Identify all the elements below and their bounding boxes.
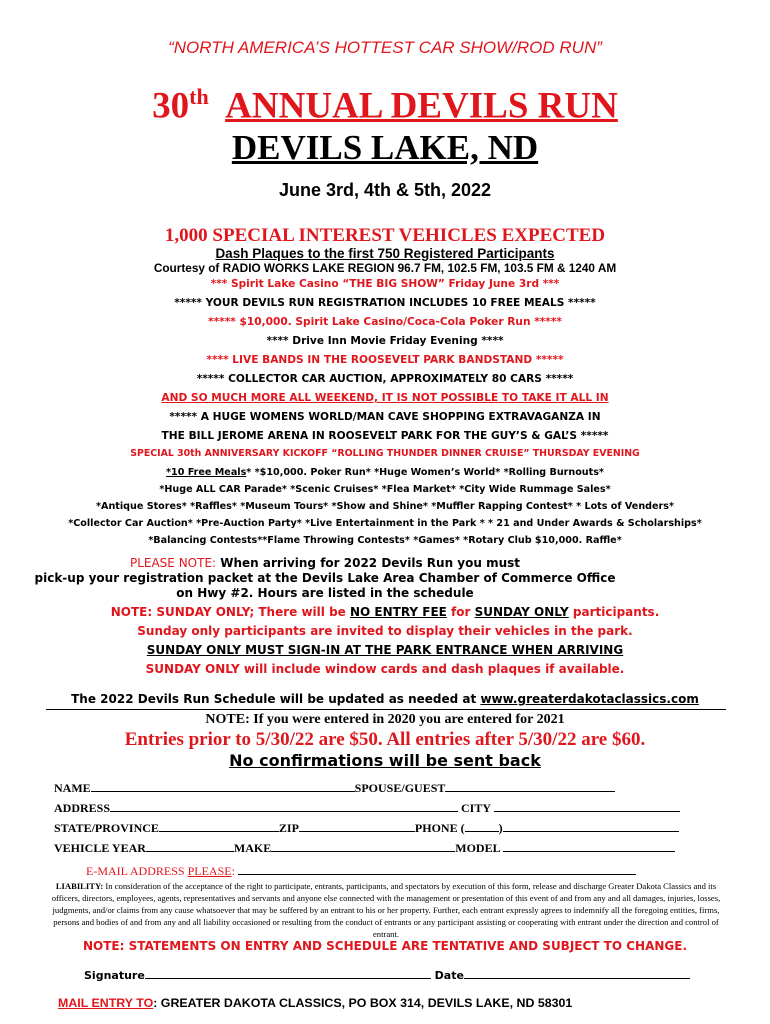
tagline: “NORTH AMERICA’S HOTTEST CAR SHOW/ROD RUN”	[168, 38, 602, 57]
event-dates: June 3rd, 4th & 5th, 2022	[278, 180, 492, 200]
form-row-address	[54, 799, 680, 816]
highlight-live-bands: **** LIVE BANDS IN THE ROOSEVELT PARK BANDSTAND *****	[206, 354, 564, 366]
divider	[46, 709, 726, 710]
make-label: MAKE	[233, 841, 272, 855]
events-line-5: *Balancing Contests**Flame Throwing Contests* *Games* *Rotary Club $10,000. Raffle*	[148, 535, 622, 546]
sunday-cards: SUNDAY ONLY will include window cards and dash plaques if available.	[145, 662, 625, 676]
highlight-big-show: *** Spirit Lake Casino “THE BIG SHOW” Friday June 3rd ***	[210, 278, 560, 290]
form-row-vehicle	[54, 839, 675, 856]
please-note-line-2: pick-up your registration packet at the Devils Lake Area Chamber of Commerce Office	[34, 571, 616, 585]
sunday-note-e: participants.	[568, 605, 660, 619]
sunday-invite: Sunday only participants are invited to display their vehicles in the park.	[137, 624, 633, 638]
address-field[interactable]	[110, 799, 458, 812]
title-rest: ANNUAL DEVILS RUN	[225, 85, 618, 127]
highlight-arena: THE BILL JEROME ARENA IN ROOSEVELT PARK FOR THE GUY’S & GAL’S *****	[161, 430, 609, 442]
sunday-note-c: for	[446, 605, 475, 619]
form-row-state	[54, 819, 679, 836]
liability-label: LIABILITY:	[55, 881, 104, 891]
liability-body: In consideration of the acceptance of the right to participate, entrants, participants, and spectators by execution of this form, release and discharge Greater Dakota Classics and its officers, directors, employees, agents, representatives and servants and anyone else connected with the management or presentation of this event of and from any and all damages, injuries, losses, judgments, and/or claims from any cause whatsoever that may be suffered by an entrant to his or her property. Further, each entrant expressly agrees to indemnify all the foregoing entities, firms, persons and bodies of and from any and all liability occasioned or resulting from the conduct of entrants or any participant assisting or cooperating with entrant under the direction and control of entrant.	[51, 881, 721, 939]
event-location: DEVILS LAKE, ND	[231, 128, 539, 167]
events-line-4: *Collector Car Auction* *Pre-Auction Party* *Live Entertainment in the Park * * 21 and Under Awards & Scholarships*	[68, 518, 702, 529]
highlight-auction: ***** COLLECTOR CAR AUCTION, APPROXIMATELY 80 CARS *****	[196, 373, 574, 385]
highlight-so-much-more: AND SO MUCH MORE ALL WEEKEND, IT IS NOT POSSIBLE TO TAKE IT ALL IN	[161, 392, 609, 404]
zip-field[interactable]	[299, 819, 415, 832]
spouse-label: SPOUSE/GUEST	[354, 781, 446, 795]
dash-plaques: Dash Plaques to the first 750 Registered Participants	[215, 246, 555, 261]
no-confirmations: No confirmations will be sent back	[229, 751, 541, 770]
please-note-line-3: on Hwy #2. Hours are listed in the schedule	[176, 586, 474, 600]
title-number: 30	[152, 85, 190, 127]
email-please: PLEASE	[187, 864, 232, 878]
spouse-field[interactable]	[445, 779, 615, 792]
mail-address: : GREATER DAKOTA CLASSICS, PO BOX 314, DEVILS LAKE, ND 58301	[153, 996, 573, 1010]
event-title	[0, 84, 770, 128]
city-label: CITY	[461, 801, 491, 815]
vehicle-year-label: VEHICLE YEAR	[54, 841, 146, 855]
events-line-1-rest: * *$10,000. Poker Run* *Huge Women’s World* *Rolling Burnouts*	[246, 467, 604, 478]
email-colon: :	[231, 864, 235, 878]
vehicle-year-field[interactable]	[146, 839, 234, 852]
area-code-field[interactable]	[465, 819, 499, 832]
please-note-label: PLEASE NOTE:	[129, 556, 217, 570]
email-field[interactable]	[238, 862, 636, 875]
highlight-poker-run: ***** $10,000. Spirit Lake Casino/Coca-Cola Poker Run *****	[208, 316, 562, 328]
phone-label: PHONE (	[414, 821, 465, 835]
name-field[interactable]	[91, 779, 355, 792]
signature-label: Signature	[84, 969, 145, 982]
highlight-movie: **** Drive Inn Movie Friday Evening ****	[266, 335, 504, 347]
model-label: MODEL	[455, 841, 500, 855]
sunday-note-a: NOTE: SUNDAY ONLY; There will be	[110, 605, 350, 619]
highlight-kickoff: SPECIAL 30th ANNIVERSARY KICKOFF “ROLLING THUNDER DINNER CRUISE” THURSDAY EVENING	[130, 448, 640, 459]
zip-label: ZIP	[278, 821, 299, 835]
tentative-note: NOTE: STATEMENTS ON ENTRY AND SCHEDULE ARE TENTATIVE AND SUBJECT TO CHANGE.	[82, 939, 688, 953]
state-label: STATE/PROVINCE	[54, 821, 159, 835]
entry-fees: Entries prior to 5/30/22 are $50. All entries after 5/30/22 are $60.	[124, 729, 646, 750]
schedule-line	[0, 693, 770, 707]
schedule-text: The 2022 Devils Run Schedule will be updated as needed at	[71, 692, 481, 706]
date-label: Date	[434, 969, 464, 982]
email-label: E-MAIL ADDRESS	[86, 864, 188, 878]
please-note-text: When arriving for 2022 Devils Run you must	[216, 556, 521, 570]
state-field[interactable]	[159, 819, 279, 832]
name-label: NAME	[54, 781, 91, 795]
schedule-url[interactable]: www.greaterdakotaclassics.com	[480, 692, 699, 706]
phone-field[interactable]	[503, 819, 679, 832]
phone-close: )	[498, 821, 503, 835]
mail-entry	[58, 996, 572, 1010]
events-line-1	[0, 467, 770, 478]
sunday-note	[0, 606, 770, 620]
please-note-line-1	[0, 557, 710, 571]
make-field[interactable]	[271, 839, 455, 852]
date-field[interactable]	[464, 966, 690, 979]
signature-row	[84, 966, 690, 982]
entered-note: NOTE: If you were entered in 2020 you are entered for 2021	[205, 712, 565, 727]
title-suffix: th	[189, 84, 209, 109]
radio-courtesy: Courtesy of RADIO WORKS LAKE REGION 96.7 FM, 102.5 FM, 103.5 FM & 1240 AM	[153, 261, 617, 275]
sunday-only: SUNDAY ONLY	[474, 605, 569, 619]
highlight-womens-world: ***** A HUGE WOMENS WORLD/MAN CAVE SHOPPING EXTRAVAGANZA IN	[169, 411, 601, 423]
sunday-signin: SUNDAY ONLY MUST SIGN-IN AT THE PARK ENTRANCE WHEN ARRIVING	[146, 643, 624, 657]
vehicles-expected: 1,000 SPECIAL INTEREST VEHICLES EXPECTED	[164, 225, 606, 246]
free-meals-link: *10 Free Meals	[166, 467, 247, 478]
form-row-email	[86, 862, 636, 879]
events-line-3: *Antique Stores* *Raffles* *Museum Tours* *Show and Shine* *Muffler Rapping Contest* * Lots of Venders*	[96, 501, 674, 512]
model-field[interactable]	[503, 839, 675, 852]
highlight-free-meals: ***** YOUR DEVILS RUN REGISTRATION INCLUDES 10 FREE MEALS *****	[174, 297, 596, 309]
events-line-2: *Huge ALL CAR Parade* *Scenic Cruises* *Flea Market* *City Wide Rummage Sales*	[159, 484, 611, 495]
city-field[interactable]	[494, 799, 680, 812]
no-entry-fee: NO ENTRY FEE	[349, 605, 447, 619]
address-label: ADDRESS	[54, 801, 111, 815]
form-row-name	[54, 779, 615, 796]
signature-field[interactable]	[145, 966, 431, 979]
mail-entry-label: MAIL ENTRY TO	[58, 996, 154, 1010]
liability-text	[46, 880, 726, 940]
